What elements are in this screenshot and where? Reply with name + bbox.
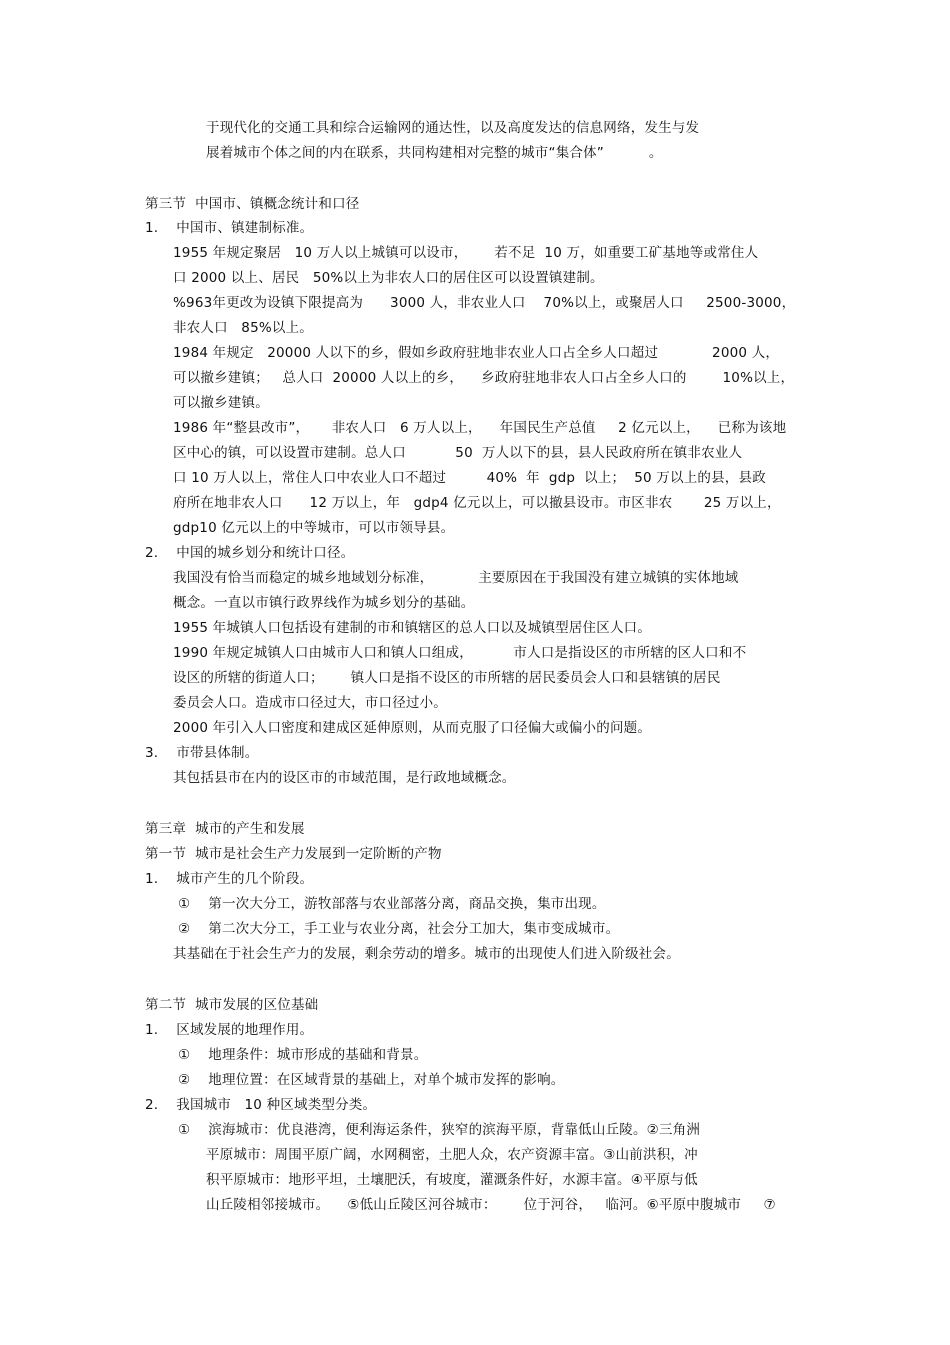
list-item: 1. 区域发展的地理作用。	[145, 1022, 314, 1038]
text-line: 其包括县市在内的设区市的市域范围，是行政地域概念。	[173, 770, 516, 786]
text-line: 山丘陵相邻接城市。 ⑤低山丘陵区河谷城市： 位于河谷， 临河。⑥平原中腹城市 ⑦	[206, 1197, 776, 1213]
text-line: 平原城市：周围平原广阔，水网稠密，土肥人众，农产资源丰富。③山前洪积，冲	[206, 1147, 698, 1163]
text-line: gdp10 亿元以上的中等城市，可以市领导县。	[173, 520, 455, 536]
text-line: 设区的所辖的街道人口； 镇人口是指不设区的市所辖的居民委员会人口和县辖镇的居民	[173, 670, 721, 686]
text-line: 积平原城市：地形平坦，土壤肥沃，有坡度，灌溉条件好，水源丰富。④平原与低	[206, 1172, 698, 1188]
list-item: 1. 城市产生的几个阶段。	[145, 871, 314, 887]
text-line: 口 10 万人以上，常住人口中农业人口不超过 40% 年 gdp 以上； 50 万以上的县，县政	[173, 470, 766, 486]
text-line: 1990 年规定城镇人口由城市人口和镇人口组成， 市人口是指设区的市所辖的区人口和不	[173, 645, 747, 661]
text-line: 于现代化的交通工具和综合运输网的通达性，以及高度发达的信息网络，发生与发	[206, 120, 700, 136]
sub-item: ② 第二次大分工，手工业与农业分离，社会分工加大，集市变成城市。	[178, 921, 620, 937]
sub-item: ① 第一次大分工，游牧部落与农业部落分离，商品交换，集市出现。	[178, 896, 606, 912]
text-line: 非农人口 85%以上。	[173, 320, 313, 336]
list-item: 1. 中国市、镇建制标准。	[145, 220, 314, 236]
text-line: 府所在地非农人口 12 万以上，年 gdp4 亿元以上，可以撤县设市。市区非农 25 万以上，	[173, 495, 781, 511]
text-line: 1955 年规定聚居 10 万人以上城镇可以设市， 若不足 10 万，如重要工矿基地等或常住人	[173, 245, 759, 261]
text-line: 2000 年引入人口密度和建成区延伸原则，从而克服了口径偏大或偏小的问题。	[173, 720, 652, 736]
list-item: 3. 市带县体制。	[145, 745, 259, 761]
text-line: %963年更改为设镇下限提高为 3000 人，非农业人口 70%以上，或聚居人口 2500-3000，	[173, 295, 796, 311]
text-line: 1986 年“整县改市”， 非农人口 6 万人以上， 年国民生产总值 2 亿元以上， 已称为该地	[173, 420, 787, 436]
list-item: 2. 中国的城乡划分和统计口径。	[145, 545, 355, 561]
text-line: 口 2000 以上、居民 50%以上为非农人口的居住区可以设置镇建制。	[173, 270, 604, 286]
text-line: 展着城市个体之间的内在联系，共同构建相对完整的城市“集合体” 。	[206, 145, 663, 161]
sub-item: ① 滨海城市：优良港湾，便利海运条件，狭窄的滨海平原，背靠低山丘陵。②三角洲	[178, 1122, 701, 1138]
text-line: 其基础在于社会生产力的发展，剩余劳动的增多。城市的出现使人们进入阶级社会。	[173, 946, 680, 962]
sub-item: ② 地理位置：在区域背景的基础上，对单个城市发挥的影响。	[178, 1072, 565, 1088]
section-heading: 第一节 城市是社会生产力发展到一定阶断的产物	[145, 846, 442, 862]
text-line: 我国没有恰当而稳定的城乡地域划分标准， 主要原因在于我国没有建立城镇的实体地域	[173, 570, 739, 586]
text-line: 概念。一直以市镇行政界线作为城乡划分的基础。	[173, 595, 475, 611]
text-line: 可以撤乡建镇。	[173, 395, 269, 411]
text-line: 可以撤乡建镇； 总人口 20000 人以上的乡， 乡政府驻地非农人口占全乡人口的 10%以上，	[173, 370, 795, 386]
text-line: 1955 年城镇人口包括设有建制的市和镇辖区的总人口以及城镇型居住区人口。	[173, 620, 652, 636]
chapter-heading: 第三章 城市的产生和发展	[145, 821, 305, 837]
text-line: 1984 年规定 20000 人以下的乡，假如乡政府驻地非农业人口占全乡人口超过 2000 人，	[173, 345, 780, 361]
sub-item: ① 地理条件：城市形成的基础和背景。	[178, 1047, 428, 1063]
section-heading: 第二节 城市发展的区位基础	[145, 997, 319, 1013]
text-line: 委员会人口。造成市口径过大，市口径过小。	[173, 695, 447, 711]
list-item: 2. 我国城市 10 种区域类型分类。	[145, 1097, 377, 1113]
section-heading: 第三节 中国市、镇概念统计和口径	[145, 196, 360, 212]
text-line: 区中心的镇，可以设置市建制。总人口 50 万人以下的县，县人民政府所在镇非农业人	[173, 445, 743, 461]
